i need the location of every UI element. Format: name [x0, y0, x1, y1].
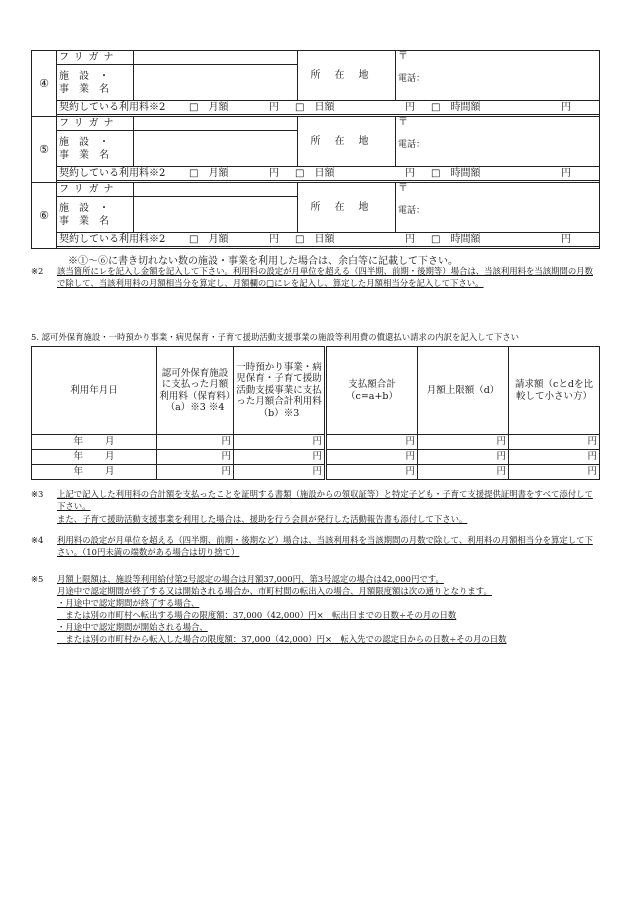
note4-mark: ※4 [31, 535, 44, 545]
facility-name-label [57, 131, 134, 167]
header-temporary-care-fee: 一時預かり事業・病児保育・子育て援助活動支援事業に支払った月額合計利用料（b）※3 [234, 347, 326, 435]
name-label-line1: 施 設 ・ [59, 202, 109, 214]
payment-total-field[interactable]: 円 [326, 450, 418, 465]
yen-unit: 円 [405, 233, 415, 245]
facility-table [31, 50, 600, 249]
facility-number: ⑥ [32, 183, 57, 249]
facility-name-field[interactable] [134, 197, 298, 233]
address-field[interactable] [396, 51, 600, 101]
address-label: 所在地 [298, 183, 396, 233]
address-field[interactable] [396, 183, 600, 233]
name-label-line2: 事 業 名 [59, 149, 109, 161]
header-payment-total: 支払額合計（c=a+b） [326, 347, 418, 435]
claim-amount-field[interactable]: 円 [509, 435, 600, 450]
facility-name-label [57, 197, 134, 233]
monthly-checkbox[interactable]: □ 月額 [189, 233, 229, 245]
monthly-cap-field[interactable]: 円 [418, 450, 509, 465]
contract-fee-label: 契約している利用料※2 [59, 101, 166, 113]
facility-number: ⑤ [32, 117, 57, 183]
address-label: 所在地 [298, 117, 396, 167]
postal-mark: 〒 [398, 51, 408, 62]
nursery-fee-field[interactable]: 円 [157, 450, 234, 465]
yen-unit: 円 [561, 101, 571, 113]
hourly-checkbox[interactable]: □ 時間額 [431, 101, 481, 113]
hourly-checkbox[interactable]: □ 時間額 [431, 167, 481, 179]
yen-unit: 円 [269, 233, 279, 245]
furigana-label: フリガナ [57, 183, 134, 197]
contract-fee-row [57, 233, 600, 247]
daily-checkbox[interactable]: □ 日額 [295, 233, 335, 245]
monthly-cap-field[interactable]: 円 [418, 465, 509, 480]
furigana-field[interactable] [134, 117, 298, 131]
month-label: 月 [105, 436, 115, 448]
note3-line2: また、子育て援助活動支援事業を利用した場合は、援助を行う会員が発行した活動報告書も添付して下さい。 [57, 514, 468, 524]
daily-checkbox[interactable]: □ 日額 [295, 167, 335, 179]
name-label-line2: 事 業 名 [59, 83, 109, 95]
year-label: 年 [73, 451, 83, 463]
note5-line: 月途中で認定期間が終了する又は開始される場合か、市町村間の転出入の場合、月額限度額は次の通りとなります。 [57, 586, 492, 596]
month-label: 月 [105, 451, 115, 463]
section5-title: 5. 認可外保育施設・一時預かり事業・病児保育・子育て援助活動支援事業の施設等利用費の償還払い請求の内訳を記入して下さい [31, 332, 520, 342]
yen-unit: 円 [269, 101, 279, 113]
year-label: 年 [73, 436, 83, 448]
monthly-cap-field[interactable]: 円 [418, 435, 509, 450]
payment-total-field[interactable]: 円 [326, 465, 418, 480]
table-row [32, 450, 600, 465]
note4-text: 利用料の設定が月単位を超える（四半期、前期・後期など）場合は、当該利用料を当該期間の月数で除して、利用料の月額相当分を算定して下さい。（10円未満の端数がある場合は切り捨て） [57, 535, 593, 557]
note2-mark: ※2 [31, 266, 44, 276]
contract-fee-row [57, 101, 600, 115]
header-nursery-fee: 認可外保育施設に支払った月額利用料（保育料）（a）※3 ※4 [157, 347, 234, 435]
phone-label: 電話： [398, 206, 426, 216]
note5-line: または別の市町村から転入した場合の限度額：37,000（42,000）円× 転入先での認定日からの日数÷その月の日数 [57, 634, 507, 644]
furigana-field[interactable] [134, 51, 298, 65]
nursery-fee-field[interactable]: 円 [157, 465, 234, 480]
note2-text: 該当箇所にレを記入し金額を記入して下さい。利用料の設定が月単位を超える（四半期、前期・後期等）場合は、当該利用料を当該期間の月数で除して、当該利用料の月額相当分を算定し、月額欄の□にレを記入し、算定した月額相当分を記入して下さい。 [57, 266, 593, 288]
contract-fee-row [57, 167, 600, 181]
note5-line: 月額上限額は、施設等利用給付第2号認定の場合は月額37,000円、第3号認定の場合は42,000円です。 [57, 574, 444, 584]
claim-breakdown-table [31, 346, 600, 480]
phone-label: 電話： [398, 140, 426, 150]
temporary-care-fee-field[interactable]: 円 [234, 450, 326, 465]
note5-line: または別の市町村へ転出する場合の限度額：37,000（42,000）円× 転出日までの日数÷その月の日数 [57, 610, 457, 620]
furigana-label: フリガナ [57, 117, 134, 131]
postal-mark: 〒 [398, 183, 408, 194]
address-label: 所在地 [298, 51, 396, 101]
address-field[interactable] [396, 117, 600, 167]
note3-line1: 上記で記入した利用料の合計額を支払ったことを証明する書類（施設からの領収証等）と特定子ども・子育て支援提供証明書をすべて添付して下さい。 [57, 489, 593, 511]
claim-amount-field[interactable]: 円 [509, 465, 600, 480]
header-usage-date: 利用年月日 [32, 347, 157, 435]
table-row [32, 435, 600, 450]
monthly-checkbox[interactable]: □ 月額 [189, 101, 229, 113]
temporary-care-fee-field[interactable]: 円 [234, 465, 326, 480]
usage-date-field[interactable] [32, 465, 157, 480]
header-claim-amount: 請求額（cとdを比較して小さい方） [509, 347, 600, 435]
yen-unit: 円 [561, 167, 571, 179]
furigana-field[interactable] [134, 183, 298, 197]
hourly-checkbox[interactable]: □ 時間額 [431, 233, 481, 245]
contract-fee-label: 契約している利用料※2 [59, 233, 166, 245]
monthly-checkbox[interactable]: □ 月額 [189, 167, 229, 179]
yen-unit: 円 [269, 167, 279, 179]
name-label-line1: 施 設 ・ [59, 136, 109, 148]
yen-unit: 円 [405, 101, 415, 113]
usage-date-field[interactable] [32, 450, 157, 465]
facility-name-field[interactable] [134, 65, 298, 101]
note5-line: ・月途中で認定期間が開始される場合、 [57, 622, 208, 632]
yen-unit: 円 [405, 167, 415, 179]
facility-name-field[interactable] [134, 131, 298, 167]
facility-number: ④ [32, 51, 57, 117]
name-label-line1: 施 設 ・ [59, 70, 109, 82]
postal-mark: 〒 [398, 117, 408, 128]
contract-fee-label: 契約している利用料※2 [59, 167, 166, 179]
temporary-care-fee-field[interactable]: 円 [234, 435, 326, 450]
nursery-fee-field[interactable]: 円 [157, 435, 234, 450]
facility-name-label [57, 65, 134, 101]
name-label-line2: 事 業 名 [59, 215, 109, 227]
usage-date-field[interactable] [32, 435, 157, 450]
year-label: 年 [73, 466, 83, 478]
month-label: 月 [105, 466, 115, 478]
payment-total-field[interactable]: 円 [326, 435, 418, 450]
phone-label: 電話： [398, 74, 426, 84]
overflow-note: ※①～⑥に書き切れない数の施設・事業を利用した場合は、余白等に記載して下さい。 [68, 256, 458, 267]
yen-unit: 円 [561, 233, 571, 245]
daily-checkbox[interactable]: □ 日額 [295, 101, 335, 113]
note5-line: ・月途中で認定期間が終了する場合、 [57, 598, 200, 608]
furigana-label: フリガナ [57, 51, 134, 65]
claim-amount-field[interactable]: 円 [509, 450, 600, 465]
header-monthly-cap: 月額上限額（d） [418, 347, 509, 435]
note5-mark: ※5 [31, 574, 44, 584]
table-row [32, 465, 600, 480]
note3-mark: ※3 [31, 489, 44, 499]
